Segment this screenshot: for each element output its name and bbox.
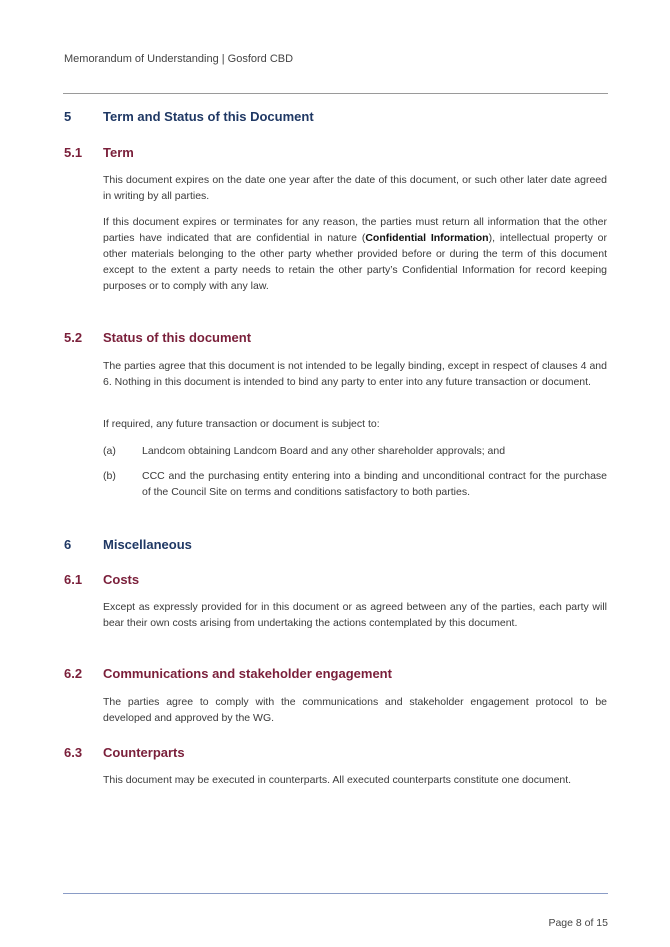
running-header: Memorandum of Understanding | Gosford CBD (64, 53, 294, 65)
section-title: Status of this document (103, 330, 252, 345)
footer-rule (63, 893, 608, 894)
section-number: 6.1 (64, 572, 83, 587)
section-title: Counterparts (103, 745, 185, 760)
section-title: Communications and stakeholder engagement (103, 666, 392, 681)
section-number: 5 (64, 109, 72, 124)
page-number: Page 8 of 15 (548, 917, 608, 929)
paragraph (103, 214, 607, 294)
section-title: Term and Status of this Document (103, 109, 314, 124)
section-number: 6.3 (64, 745, 83, 760)
paragraph: The parties agree that this document is not intended to be legally binding, except in respect of clauses 4 and 6. Nothing in this document is intended to bind any party to enter into any future transaction or document. (103, 360, 607, 388)
paragraph: This document may be executed in counterparts. All executed counterparts constitute one document. (103, 774, 572, 786)
section-number: 6.2 (64, 666, 83, 681)
header-rule (63, 93, 608, 94)
paragraph: This document expires on the date one year after the date of this document, or such other later date agreed in writing by all parties. (103, 174, 607, 202)
paragraph: The parties agree to comply with the communications and stakeholder engagement protocol to be developed and approved by the WG. (103, 696, 607, 724)
list-item-label: (b) (103, 470, 116, 482)
paragraph: If required, any future transaction or document is subject to: (103, 418, 380, 430)
paragraph-text: ), intellectual property or other materials belonging to the other party whether provided before or during the term of this document except to the extent a party needs to retain the other party’s Confidential Information for record keeping purposes or to comply with any law. (103, 232, 608, 292)
list-item-text: CCC and the purchasing entity entering into a binding and unconditional contract for the purchase of the Council Site on terms and conditions satisfactory to both parties. (142, 470, 607, 498)
section-number: 6 (64, 537, 72, 552)
list-item-label: (a) (103, 445, 116, 457)
section-title: Miscellaneous (103, 537, 192, 552)
paragraph-text: If this document expires or terminates for any reason, the parties must return all information that the other parties have indicated that are confidential in nature ( (103, 216, 607, 244)
section-title: Costs (103, 572, 140, 587)
section-number: 5.2 (64, 330, 83, 345)
defined-term: Confidential Information (365, 232, 489, 244)
paragraph: Except as expressly provided for in this document or as agreed between any of the parties, each party will bear their own costs arising from undertaking the actions contemplated by this document. (103, 601, 607, 629)
section-number: 5.1 (64, 145, 83, 160)
list-item-text: Landcom obtaining Landcom Board and any other shareholder approvals; and (142, 445, 506, 457)
section-title: Term (103, 145, 134, 160)
